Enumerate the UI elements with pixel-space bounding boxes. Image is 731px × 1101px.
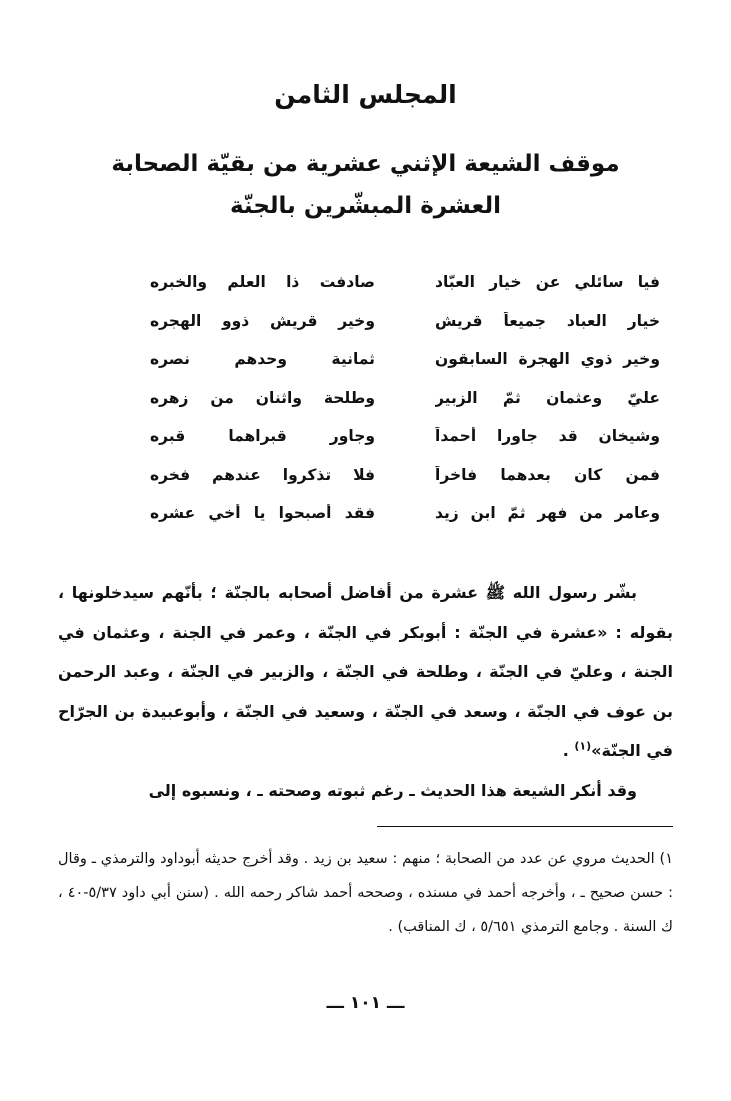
- poem-verse: [150, 379, 660, 418]
- verse-first-hemistich: عليّ وعثمان ثمّ الزبير: [435, 388, 660, 407]
- paragraph: [58, 573, 673, 771]
- paragraph-text: بشّر رسول الله ﷺ عشرة من أفاضل أصحابه بالجنّة ؛ بأنّهم سيدخلونها ، بقوله : «عشرة في الجنّة : أبوبكر في الجنّة ، وعمر في الجنة ، وعثمان في الجنة ، وعليّ في الجنّة ، وطلحة في الجنّة ، والزبير في الجنّة ، وعبد الرحمن بن عوف في الجنّة ، وسعد في الجنّة ، وسعيد في الجنّة ، وأبوعبيدة بن الجرّاح في الجنّة»: [58, 583, 673, 761]
- footnote-number: ١): [659, 851, 674, 867]
- verse-second-hemistich: وخير قريش ذوو الهجره: [150, 311, 375, 330]
- poem-verse: [150, 456, 660, 495]
- verse-first-hemistich: وخير ذوي الهجرة السابقون: [435, 350, 660, 369]
- footnote-reference: (١): [574, 740, 592, 754]
- footnote-text: الحديث مروي عن عدد من الصحابة ؛ منهم : سعيد بن زيد . وقد أخرج حديثه أبوداود والترمذي ـ وقال : حسن صحيح ـ ، وأخرجه أحمد في مسنده ، وصححه أحمد شاكر رحمه الله . (سنن أبي داود ٥/٣٧-٤٠ ، ك السنة . وجامع الترمذي ٥/٦٥١ ، ك المناقب) .: [58, 851, 673, 935]
- footnote-divider: [377, 826, 673, 827]
- chapter-title: المجلس الثامن: [274, 80, 457, 109]
- paragraph: وقد أنكر الشيعة هذا الحديث ـ رغم ثبوته وصحته ـ ، ونسبوه إلى: [148, 780, 637, 800]
- verse-first-hemistich: وعامر من فهر ثمّ ابن زيد: [435, 504, 660, 523]
- verse-second-hemistich: وطلحة واثنان من زهره: [150, 388, 375, 407]
- verse-first-hemistich: فمن كان بعدهما فاخراً: [435, 465, 660, 484]
- footnote: [58, 842, 673, 944]
- verse-second-hemistich: وجاور قبراهما قبره: [150, 427, 375, 446]
- body-text: [58, 573, 673, 811]
- verse-second-hemistich: ثمانية وحدهم نصره: [150, 350, 375, 369]
- verse-second-hemistich: فلا تذكروا عندهم فخره: [150, 465, 375, 484]
- verse-first-hemistich: وشيخان قد جاورا أحمداً: [435, 427, 660, 446]
- verse-first-hemistich: خيار العباد جميعاً قريش: [435, 311, 660, 330]
- poem-verse: [150, 494, 660, 533]
- poem: [150, 263, 660, 533]
- verse-first-hemistich: فيا سائلي عن خيار العبّاد: [435, 273, 660, 292]
- poem-verse: [150, 263, 660, 302]
- poem-verse: [150, 340, 660, 379]
- poem-verse: [150, 302, 660, 341]
- poem-verse: [150, 417, 660, 456]
- page-number: ـــ ١٠١ ـــ: [326, 993, 405, 1013]
- paragraph-end: .: [562, 741, 575, 761]
- verse-second-hemistich: صادفت ذا العلم والخبره: [150, 273, 375, 292]
- section-title: موقف الشيعة الإثني عشرية من بقيّة الصحابة العشرة المبشّرين بالجنّة: [111, 151, 620, 219]
- verse-second-hemistich: فقد أصبحوا يا أخي عشره: [150, 504, 375, 523]
